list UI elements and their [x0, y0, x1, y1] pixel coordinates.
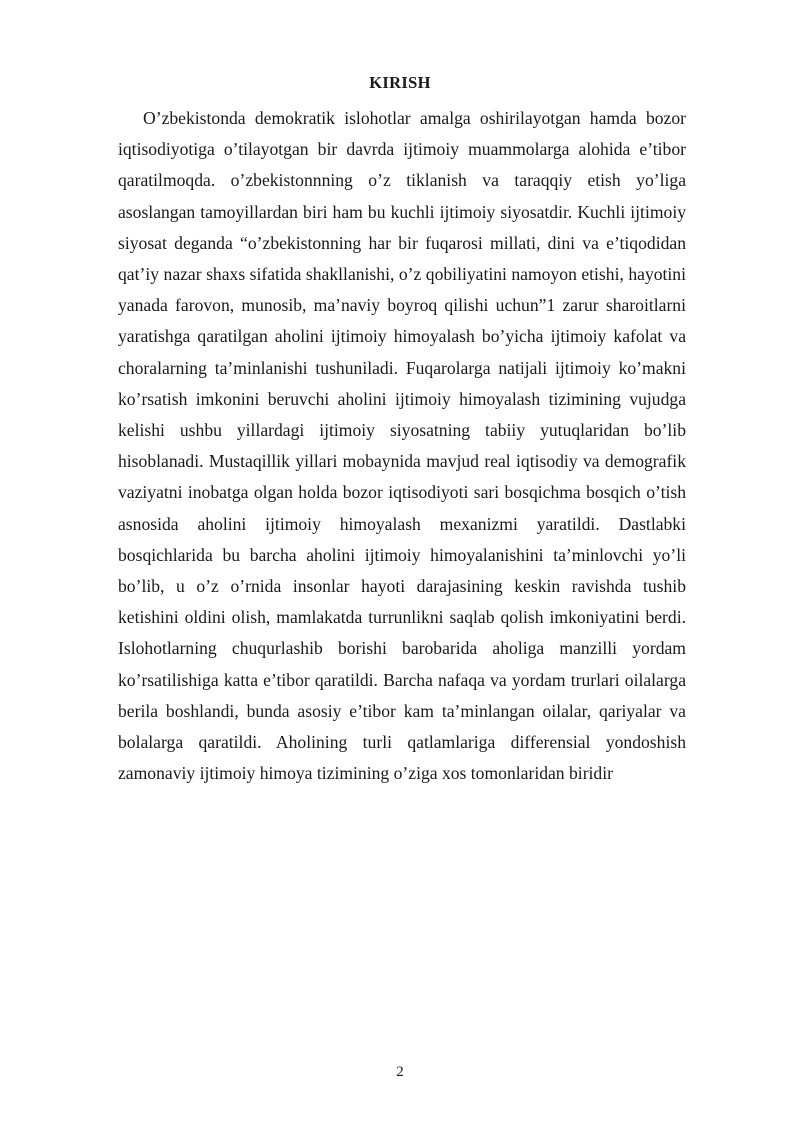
page-number: 2	[396, 1064, 404, 1080]
section-title: KIRISH	[369, 73, 431, 92]
body-paragraph: O’zbekistonda demokratik islohotlar amalga oshirilayotgan hamda bozor iqtisodiyotiga o’tilayotgan bir davrda ijtimoiy muammolarga alohida e’tibor qaratilmoqda. o’zbekistonnning o’z tiklanish va taraqqiy etish yo’liga asoslangan tamoyillardan biri ham bu kuchli ijtimoiy siyosatdir. Kuchli ijtimoiy siyosat deganda “o’zbekistonning har bir fuqarosi millati, dini va e’tiqodidan qat’iy nazar shaxs sifatida shakllanishi, o’z qobiliyatini namoyon etishi, hayotini yanada farovon, munosib, ma’naviy boyroq qilishi uchun”1 zarur sharoitlarni yaratishga qaratilgan aholini ijtimoiy himoyalash bo’yicha ijtimoiy kafolat va choralarning ta’minlanishi tushuniladi. Fuqarolarga natijali ijtimoiy ko’makni ko’rsatish imkonini beruvchi aholini ijtimoiy himoyalash tizimining vujudga kelishi ushbu yillardagi ijtimoiy siyosatning tabiiy yutuqlaridan bo’lib hisoblanadi. Mustaqillik yillari mobaynida mavjud real iqtisodiy va demografik vaziyatni inobatga olgan holda bozor iqtisodiyoti sari bosqichma bosqich o’tish asnosida aholini ijtimoiy himoyalash mexanizmi yaratildi. Dastlabki bosqichlarida bu barcha aholini ijtimoiy himoyalanishini ta’minlovchi yo’li bo’lib, u o’z o’rnida insonlar hayoti darajasining keskin ravishda tushib ketishini oldini olish, mamlakatda turrunlikni saqlab qolish imkoniyatini berdi. Islohotlarning chuqurlashib borishi barobarida aholiga manzilli yordam ko’rsatilishiga katta e’tibor qaratildi. Barcha nafaqa va yordam trurlari oilalarga berila boshlandi, bunda asosiy e’tibor kam ta’minlangan oilalar, qariyalar va bolalarga qaratildi. Aholining turli qatlamlariga differensial yondoshish zamonaviy ijtimoiy himoya tizimining o’ziga xos tomonlaridan biridir	[118, 108, 686, 784]
